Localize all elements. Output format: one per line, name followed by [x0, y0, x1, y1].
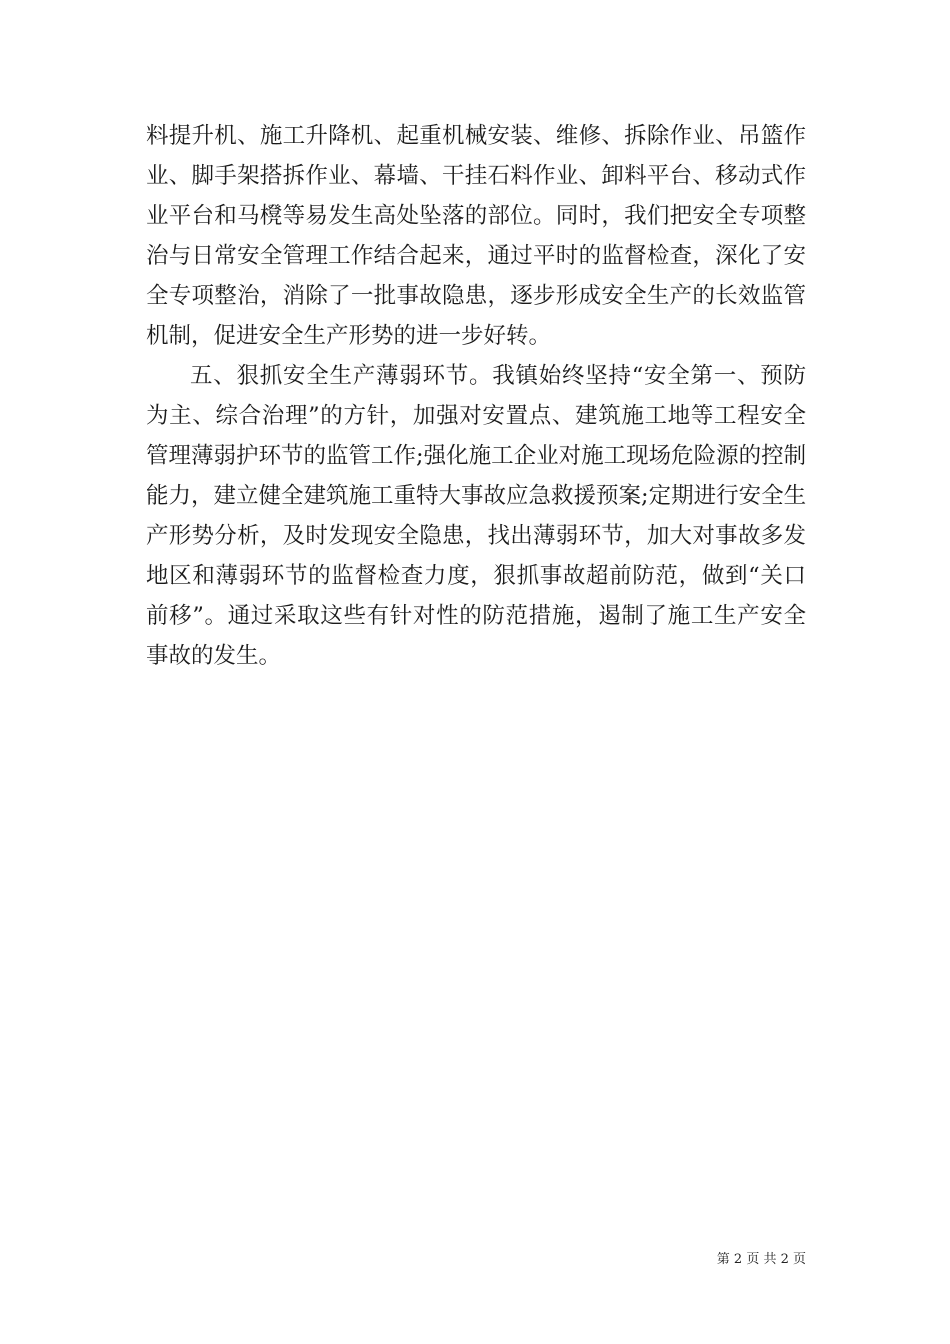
text-line: 机制，促进安全生产形势的进一步好转。: [146, 323, 552, 349]
text-line: 前移”。通过采取这些有针对性的防范措施，遏制了施工生产安全: [146, 603, 806, 629]
text-line: 为主、综合治理”的方针，加强对安置点、建筑施工地等工程安全: [146, 403, 806, 429]
text-line: 料提升机、施工升降机、起重机械安装、维修、拆除作业、吊篮作: [146, 123, 806, 149]
text-line: 全专项整治，消除了一批事故隐患，逐步形成安全生产的长效监管: [146, 283, 806, 309]
text-line: 管理薄弱护环节的监管工作;强化施工企业对施工现场危险源的控制: [146, 443, 807, 469]
text-line: 产形势分析，及时发现安全隐患，找出薄弱环节，加大对事故多发: [146, 523, 806, 549]
text-line: 治与日常安全管理工作结合起来，通过平时的监督检查，深化了安: [146, 243, 806, 269]
text-line: 业平台和马櫈等易发生高处坠落的部位。同时，我们把安全专项整: [146, 203, 806, 229]
page-number: 第 2 页 共 2 页: [716, 1252, 806, 1267]
text-line: 地区和薄弱环节的监督检查力度，狠抓事故超前防范，做到“关口: [146, 563, 806, 589]
text-line: 能力，建立健全建筑施工重特大事故应急救援预案;定期进行安全生: [146, 483, 807, 509]
text-line: 事故的发生。: [146, 643, 282, 669]
paragraph-start-line: 五、狠抓安全生产薄弱环节。我镇始终坚持“安全第一、预防: [190, 363, 806, 389]
text-line: 业、脚手架搭拆作业、幕墙、干挂石料作业、卸料平台、移动式作: [146, 163, 806, 189]
document-body: [146, 116, 806, 676]
